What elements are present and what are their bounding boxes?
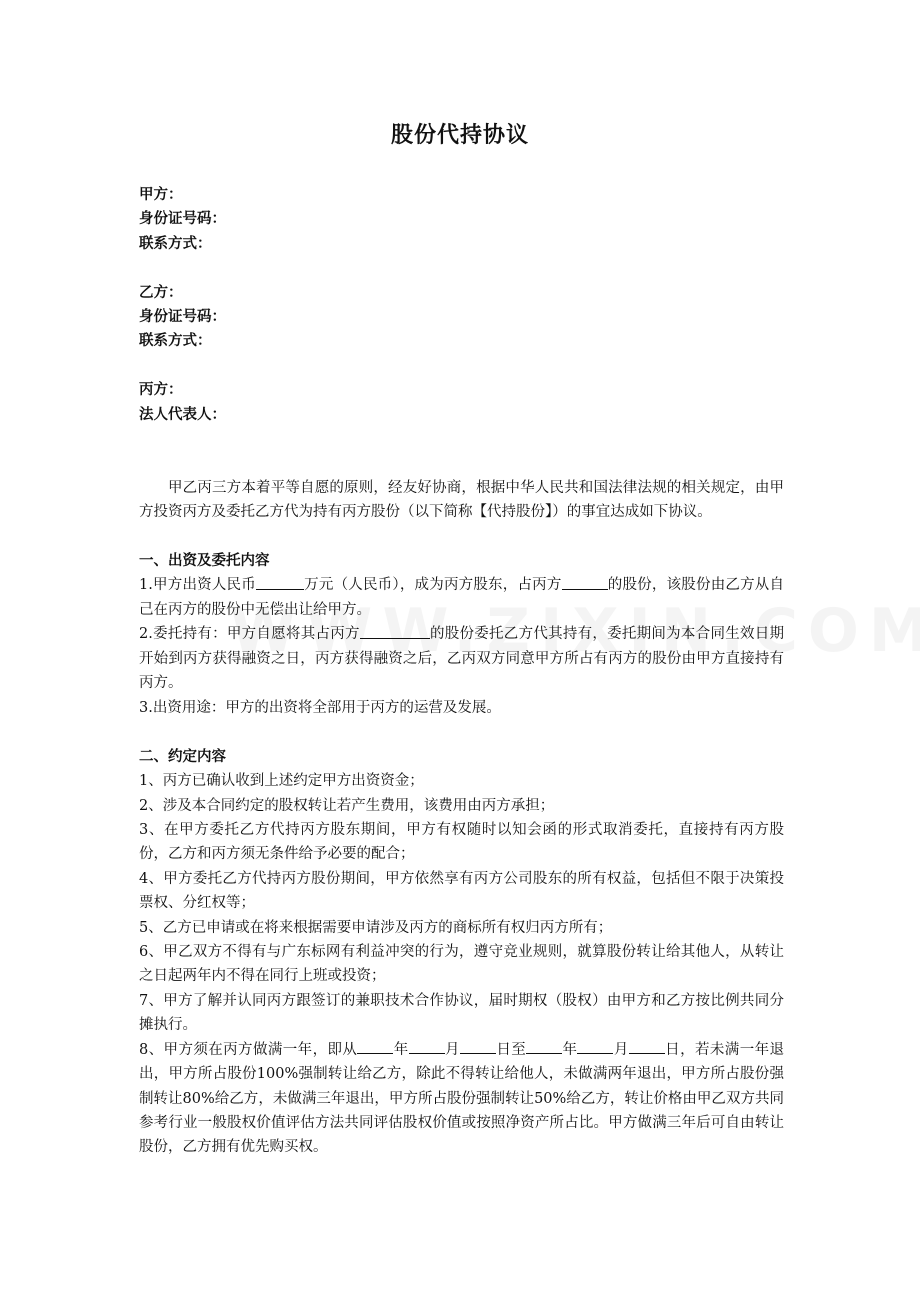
section-1-item-1 [139,573,784,622]
item-text: 的股份委托乙方代其持有，委托期间为本合同生效日期开始到丙方获得融资之日，丙方获得融资之后，乙丙双方同意甲方所占有丙方的股份由甲方直接持有丙方。 [139,626,784,692]
section-2-item-2: 2、涉及本合同约定的股权转让若产生费用，该费用由丙方承担； [139,797,555,814]
section-2-item-7: 7、甲方了解并认同丙方跟签订的兼职技术合作协议，届时期权（股权）由甲方和乙方按比例共同分摊执行。 [139,992,784,1034]
party-b-id-label: 身份证号码： [139,308,226,326]
document-title: 股份代持协议 [390,122,529,148]
spacer [139,720,784,744]
spacer [139,451,784,475]
date-blank [526,1038,562,1054]
preamble-paragraph: 甲乙丙三方本着平等自愿的原则，经友好协商，根据中华人民共和国法律法规的相关规定，由甲方投资丙方及委托乙方代为持有丙方股份（以下简称【代持股份】）的事宜达成如下协议。 [139,479,784,521]
date-blank [577,1038,613,1054]
section-2-item-5: 5、乙方已申请或在将来根据需要申请涉及丙方的商标所有权归丙方所有； [139,919,613,936]
spacer [139,354,784,378]
item-text: 日， [664,1041,695,1058]
spacer [139,525,784,549]
item-text: 月 [613,1041,629,1058]
party-b-label: 乙方： [139,283,183,301]
section-2-heading: 二、约定内容 [139,747,226,765]
item-text: 日至 [495,1041,527,1058]
item-text: 8、甲方须在丙方做满一年，即从 [139,1041,358,1058]
date-blank [460,1038,496,1054]
item-text: 年 [393,1041,409,1058]
party-b-contact-label: 联系方式： [139,332,212,350]
section-2-item-3: 3、在甲方委托乙方代持丙方股东期间，甲方有权随时以知会函的形式取消委托，直接持有丙方股份，乙方和丙方须无条件给予必要的配合； [139,821,784,863]
section-1-item-2 [139,622,784,695]
entrusted-share-blank [360,622,430,638]
party-c-legal-rep-label: 法人代表人： [139,405,226,423]
spacer [139,256,784,280]
party-c-label: 丙方： [139,381,183,399]
share-blank [562,573,608,589]
section-1-heading: 一、出资及委托内容 [139,552,270,570]
date-blank [357,1038,393,1054]
document-body [139,183,784,1160]
date-blank [409,1038,445,1054]
section-2-item-8 [139,1038,784,1160]
section-2-item-4: 4、甲方委托乙方代持丙方股份期间，甲方依然享有丙方公司股东的所有权益，包括但不限于决策投票权、分红权等； [139,870,784,912]
amount-blank [256,573,304,589]
item-text: 若未满一年退出，甲方所占股份100%强制转让给乙方，除此不得转让给他人，未做满两年退出，甲方所占股份强制转让80%给乙方，未做满三年退出，甲方所占股份强制转让50%给乙方，转让价格由甲乙双方共同参考行业一般股权价值评估方法共同评估股权价值或按照净资产所占比。甲方做满三年后可自由转让股份，乙方拥有优先购买权。 [139,1041,785,1156]
party-a-id-label: 身份证号码： [139,210,226,228]
item-text: 2.委托持有：甲方自愿将其占丙方 [139,626,360,643]
spacer [139,427,784,451]
item-text: 年 [562,1041,578,1058]
party-a-label: 甲方： [139,186,183,203]
item-text: 万元（人民币），成为丙方股东，占丙方 [303,577,562,594]
item-text: 的股份，该股份由乙方从自己在丙方的股份中无偿出让给甲方。 [139,577,785,619]
party-a-contact-label: 联系方式： [139,234,212,252]
item-text: 1.甲方出资人民币 [139,577,256,594]
date-blank [629,1038,665,1054]
item-text: 月 [444,1041,460,1058]
section-2-item-1: 1、丙方已确认收到上述约定甲方出资资金； [139,773,424,790]
section-2-item-6: 6、甲乙双方不得有与广东标网有利益冲突的行为，遵守竞业规则，就算股份转让给其他人，从转让之日起两年内不得在同行上班或投资； [139,943,784,985]
section-1-item-3: 3.出资用途：甲方的出资将全部用于丙方的运营及发展。 [139,699,501,716]
